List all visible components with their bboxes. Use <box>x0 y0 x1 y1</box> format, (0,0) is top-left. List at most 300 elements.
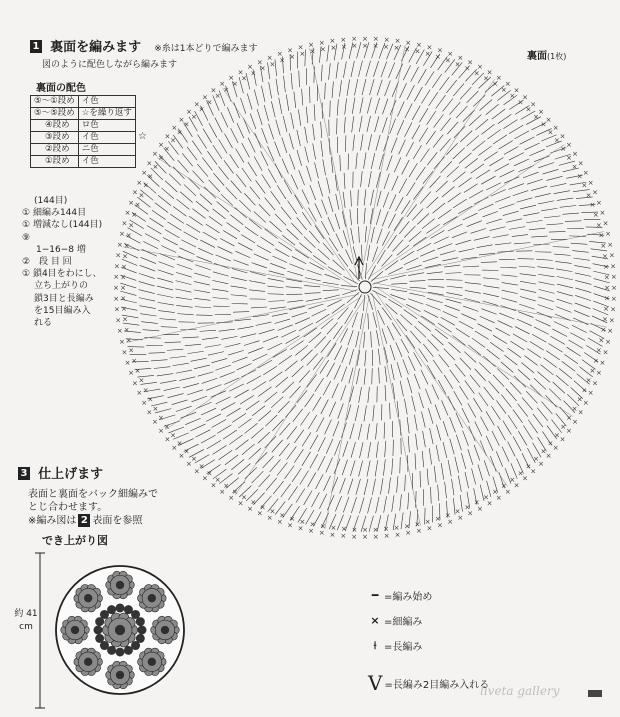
round-note-line: ① 増減なし(144目) <box>22 220 103 231</box>
svg-text:×: × <box>308 40 315 49</box>
svg-text:×: × <box>276 517 283 526</box>
svg-text:×: × <box>193 467 200 476</box>
svg-text:×: × <box>547 439 554 448</box>
svg-text:×: × <box>141 398 148 407</box>
svg-text:×: × <box>393 523 400 532</box>
svg-text:×: × <box>581 386 588 395</box>
svg-text:×: × <box>206 98 213 107</box>
svg-text:×: × <box>228 494 235 503</box>
round-note-line: 立ち上がりの <box>34 281 89 292</box>
legend-item <box>368 638 489 653</box>
svg-text:×: × <box>320 45 326 54</box>
svg-text:×: × <box>158 426 164 435</box>
svg-text:×: × <box>533 455 540 464</box>
svg-text:×: × <box>118 230 125 239</box>
svg-text:×: × <box>607 240 614 249</box>
svg-text:×: × <box>576 172 583 181</box>
svg-text:×: × <box>183 120 190 129</box>
svg-text:×: × <box>170 431 176 440</box>
svg-text:×: × <box>602 219 609 228</box>
svg-text:×: × <box>118 337 125 346</box>
svg-text:×: × <box>533 112 540 121</box>
svg-text:×: × <box>178 452 185 461</box>
svg-text:×: × <box>124 358 131 367</box>
svg-text:×: × <box>600 326 607 335</box>
svg-text:×: × <box>340 35 347 44</box>
svg-text:×: × <box>214 475 221 484</box>
svg-text:×: × <box>577 408 584 417</box>
svg-text:×: × <box>214 92 221 101</box>
svg-text:×: × <box>202 93 208 102</box>
svg-text:×: × <box>603 294 610 303</box>
svg-text:×: × <box>547 128 554 137</box>
svg-text:×: × <box>610 305 616 314</box>
svg-text:×: × <box>383 42 390 51</box>
svg-text:×: × <box>287 46 294 55</box>
svg-text:×: × <box>473 498 480 507</box>
svg-text:×: × <box>372 42 379 51</box>
svg-text:×: × <box>372 532 379 541</box>
svg-text:×: × <box>256 509 263 518</box>
svg-text:×: × <box>152 417 158 426</box>
svg-text:×: × <box>287 521 294 530</box>
svg-text:×: × <box>383 525 390 534</box>
svg-text:×: × <box>362 526 368 534</box>
legend-label: =編み始め <box>384 592 433 603</box>
svg-text:×: × <box>340 532 347 541</box>
svg-text:×: × <box>193 100 200 109</box>
section3-header <box>18 463 103 482</box>
svg-text:×: × <box>219 80 226 89</box>
svg-text:×: × <box>571 163 578 171</box>
svg-text:×: × <box>351 532 358 541</box>
table-cell: ⑤〜⑤段め <box>31 108 79 120</box>
svg-text:×: × <box>113 273 120 282</box>
svg-text:×: × <box>598 231 605 240</box>
svg-text:×: × <box>247 63 253 72</box>
svg-text:×: × <box>517 469 524 478</box>
svg-text:×: × <box>171 444 178 453</box>
svg-text:×: × <box>289 514 296 523</box>
round-note-line: 1−16−8 増 <box>36 244 86 255</box>
chart-stitches <box>113 35 617 541</box>
svg-text:×: × <box>308 527 315 536</box>
svg-text:×: × <box>124 209 131 218</box>
svg-text:×: × <box>504 487 511 496</box>
svg-text:×: × <box>146 159 153 168</box>
svg-text:×: × <box>383 532 390 541</box>
svg-text:×: × <box>198 105 205 114</box>
svg-text:×: × <box>560 422 567 431</box>
svg-text:×: × <box>603 273 610 282</box>
svg-text:×: × <box>152 405 159 413</box>
svg-text:×: × <box>566 153 573 162</box>
svg-text:×: × <box>132 188 138 197</box>
svg-text:×: × <box>587 389 594 398</box>
svg-text:×: × <box>592 211 599 220</box>
svg-text:×: × <box>131 356 138 365</box>
section3-line: とじ合わせます。 <box>28 502 108 513</box>
svg-text:×: × <box>405 529 412 538</box>
svg-text:×: × <box>560 145 567 154</box>
svg-text:×: × <box>592 356 599 365</box>
cross-stitch-icon: × <box>370 614 380 627</box>
color-table-title: 裏面の配色 <box>36 83 86 94</box>
svg-text:×: × <box>436 521 443 530</box>
round-note-line: ① 細編み144目 <box>22 208 87 219</box>
svg-text:×: × <box>299 50 306 59</box>
round-note-line: れる <box>34 318 53 329</box>
svg-text:×: × <box>329 37 336 46</box>
svg-text:×: × <box>362 35 368 43</box>
svg-text:×: × <box>202 474 208 483</box>
svg-text:×: × <box>289 53 296 62</box>
svg-text:×: × <box>585 191 592 200</box>
svg-text:×: × <box>495 494 502 503</box>
svg-text:×: × <box>122 252 129 261</box>
svg-text:×: × <box>486 499 493 508</box>
svg-text:×: × <box>250 498 257 507</box>
svg-text:×: × <box>309 47 316 56</box>
svg-text:×: × <box>454 507 461 516</box>
svg-text:×: × <box>164 435 171 444</box>
section1-number: 1 <box>30 40 42 53</box>
svg-text:×: × <box>592 188 598 197</box>
svg-text:×: × <box>436 46 443 55</box>
svg-text:×: × <box>500 85 507 94</box>
svg-text:×: × <box>599 358 606 367</box>
size-label: 約 41 cm <box>14 609 38 632</box>
legend-label: =長編み <box>384 642 423 653</box>
svg-text:×: × <box>404 45 410 54</box>
svg-text:×: × <box>424 517 431 526</box>
svg-text:×: × <box>525 105 532 114</box>
section1-instruction: 図のように配色しながら編みます <box>42 60 178 70</box>
svg-text:×: × <box>611 284 617 292</box>
svg-text:×: × <box>601 315 608 324</box>
svg-text:×: × <box>232 79 238 88</box>
svg-text:×: × <box>269 60 276 69</box>
svg-text:×: × <box>134 366 141 375</box>
svg-text:×: × <box>383 35 390 44</box>
section1-title: 裏面を編みます <box>50 40 142 55</box>
svg-text:×: × <box>447 517 454 526</box>
svg-text:×: × <box>136 389 143 398</box>
svg-text:×: × <box>572 417 578 426</box>
table-cell: ①段め <box>31 156 79 168</box>
svg-text:×: × <box>250 69 257 78</box>
svg-text:×: × <box>538 107 545 116</box>
svg-text:×: × <box>115 316 122 325</box>
svg-text:×: × <box>330 523 337 532</box>
svg-text:×: × <box>559 132 566 141</box>
svg-text:×: × <box>276 50 283 59</box>
svg-text:×: × <box>599 209 606 218</box>
svg-text:×: × <box>464 64 471 73</box>
svg-text:×: × <box>426 524 433 533</box>
svg-text:×: × <box>525 462 532 471</box>
svg-text:×: × <box>605 230 612 239</box>
svg-text:×: × <box>447 50 454 59</box>
svg-text:×: × <box>477 504 483 513</box>
svg-text:×: × <box>457 514 464 523</box>
svg-text:×: × <box>473 69 480 78</box>
svg-text:×: × <box>228 73 235 82</box>
svg-text:×: × <box>132 379 138 388</box>
legend <box>368 588 489 695</box>
svg-text:×: × <box>152 150 158 159</box>
svg-text:×: × <box>158 141 164 150</box>
svg-text:×: × <box>164 132 171 141</box>
svg-text:×: × <box>589 366 596 375</box>
svg-text:×: × <box>596 369 602 378</box>
svg-text:×: × <box>608 316 615 325</box>
svg-text:×: × <box>589 201 596 210</box>
table-cell: ニ色 <box>78 144 135 156</box>
svg-text:×: × <box>297 524 304 533</box>
section3-line: 表面と裏面をバック細編みで <box>28 489 158 500</box>
svg-text:×: × <box>538 460 545 469</box>
round-note-line: ⑨ <box>22 232 31 243</box>
table-cell: イ色 <box>78 96 135 108</box>
svg-text:×: × <box>522 93 528 102</box>
svg-text:×: × <box>141 169 148 178</box>
svg-text:×: × <box>237 68 244 77</box>
svg-text:×: × <box>114 305 120 314</box>
svg-text:×: × <box>329 530 336 539</box>
svg-text:×: × <box>572 150 578 159</box>
svg-text:×: × <box>595 221 602 230</box>
svg-text:×: × <box>582 169 589 178</box>
svg-text:×: × <box>256 58 263 67</box>
svg-text:×: × <box>467 58 474 67</box>
svg-text:×: × <box>190 455 197 464</box>
svg-text:×: × <box>554 431 560 440</box>
svg-text:×: × <box>241 493 247 502</box>
svg-text:×: × <box>183 447 190 456</box>
table-cell: ④段め <box>31 120 79 132</box>
svg-text:×: × <box>206 469 213 478</box>
diagram-label: 裏面(1枚) <box>527 51 567 62</box>
round-note-line: ① 鎖4目をわにし、 <box>22 269 102 280</box>
svg-text:×: × <box>495 73 502 82</box>
svg-text:×: × <box>210 86 217 95</box>
svg-text:×: × <box>540 120 547 129</box>
svg-text:×: × <box>545 115 552 124</box>
svg-text:×: × <box>362 533 368 541</box>
svg-text:×: × <box>123 241 130 250</box>
svg-text:×: × <box>351 42 358 51</box>
svg-text:×: × <box>434 53 441 62</box>
svg-text:×: × <box>504 80 511 89</box>
svg-text:×: × <box>610 262 616 271</box>
legend-item <box>368 671 489 695</box>
svg-text:×: × <box>404 522 410 531</box>
svg-text:×: × <box>198 462 205 471</box>
svg-text:×: × <box>405 38 412 47</box>
svg-text:×: × <box>318 529 325 538</box>
svg-text:×: × <box>492 488 498 497</box>
svg-text:×: × <box>125 231 132 240</box>
section1-note: ※糸は1本どりで編みます <box>154 44 258 54</box>
table-cell: ②段め <box>31 144 79 156</box>
svg-text:×: × <box>603 262 610 271</box>
svg-text:×: × <box>492 79 498 88</box>
svg-text:×: × <box>596 198 602 207</box>
svg-text:×: × <box>210 481 217 490</box>
svg-text:×: × <box>483 74 489 83</box>
svg-text:×: × <box>604 284 610 292</box>
svg-text:×: × <box>372 35 379 44</box>
svg-text:×: × <box>483 493 489 502</box>
legend-item <box>368 588 489 603</box>
svg-text:×: × <box>394 530 401 539</box>
round-notes <box>22 195 102 329</box>
crochet-diagram <box>100 30 620 570</box>
svg-text:×: × <box>120 294 127 303</box>
svg-text:×: × <box>115 251 122 260</box>
svg-text:×: × <box>128 221 135 230</box>
svg-text:×: × <box>128 369 134 378</box>
svg-text:×: × <box>178 115 185 124</box>
svg-text:×: × <box>552 123 559 132</box>
svg-text:×: × <box>121 219 128 228</box>
svg-text:×: × <box>232 488 238 497</box>
svg-text:×: × <box>299 517 306 526</box>
table-cell: ☆を繰り返す <box>78 108 135 120</box>
svg-text:×: × <box>163 145 170 154</box>
svg-text:×: × <box>601 252 608 261</box>
svg-text:×: × <box>176 128 183 137</box>
svg-text:×: × <box>269 507 276 516</box>
svg-text:×: × <box>598 336 605 345</box>
svg-text:×: × <box>120 305 127 314</box>
svg-text:×: × <box>136 178 143 187</box>
svg-text:×: × <box>146 408 153 417</box>
svg-text:×: × <box>320 522 326 531</box>
svg-text:×: × <box>122 315 129 324</box>
svg-text:×: × <box>176 439 183 448</box>
svg-text:×: × <box>279 56 286 65</box>
legend-label: =長編み2目編み入れる <box>384 679 490 691</box>
svg-text:×: × <box>125 336 132 345</box>
svg-text:×: × <box>362 42 368 50</box>
svg-text:×: × <box>566 141 572 150</box>
svg-text:×: × <box>185 460 192 469</box>
legend-label: =細編み <box>384 617 423 628</box>
svg-text:×: × <box>457 53 464 62</box>
table-cell: ⑤〜①段め <box>31 96 79 108</box>
section3-title: 仕上げます <box>38 467 104 482</box>
svg-text:×: × <box>415 40 422 49</box>
svg-text:×: × <box>610 273 617 282</box>
svg-text:×: × <box>142 386 149 395</box>
finished-title: でき上がり図 <box>42 534 108 547</box>
svg-text:×: × <box>467 509 474 518</box>
svg-text:×: × <box>552 444 559 453</box>
svg-text:×: × <box>279 511 286 520</box>
svg-text:×: × <box>237 499 244 508</box>
svg-text:×: × <box>600 241 607 250</box>
svg-text:×: × <box>128 346 135 355</box>
svg-text:×: × <box>372 525 379 534</box>
svg-text:×: × <box>241 74 247 83</box>
section3-note: ※編み図は 2 表面を参照 <box>28 515 143 527</box>
svg-text:×: × <box>603 305 610 314</box>
svg-text:×: × <box>147 172 154 181</box>
svg-text:×: × <box>394 37 401 46</box>
svg-text:×: × <box>116 240 123 249</box>
svg-text:×: × <box>486 68 493 77</box>
svg-text:×: × <box>393 44 400 53</box>
round-note-line: ② 段 目 回 <box>22 257 72 268</box>
legend-item <box>368 613 489 628</box>
svg-text:×: × <box>545 452 552 461</box>
svg-text:×: × <box>426 43 433 52</box>
svg-text:×: × <box>566 426 572 435</box>
svg-text:×: × <box>116 327 123 336</box>
double-crochet-icon: ⟊ <box>373 638 377 652</box>
svg-text:×: × <box>577 159 584 168</box>
svg-text:×: × <box>559 435 566 444</box>
svg-text:×: × <box>595 346 602 355</box>
svg-text:×: × <box>415 527 422 536</box>
svg-text:×: × <box>605 337 612 346</box>
round-note-line: 鎖3目と長編み <box>34 293 94 304</box>
svg-text:×: × <box>138 376 145 385</box>
start-mark-icon: ━ <box>371 589 379 602</box>
svg-text:×: × <box>163 422 170 431</box>
svg-text:×: × <box>138 191 145 200</box>
flower-motifs <box>61 571 180 689</box>
svg-text:×: × <box>171 123 178 132</box>
svg-text:×: × <box>259 503 266 512</box>
svg-text:×: × <box>157 153 164 162</box>
svg-text:×: × <box>444 511 451 520</box>
svg-text:×: × <box>223 482 230 491</box>
svg-text:×: × <box>114 262 120 271</box>
svg-text:×: × <box>582 398 589 407</box>
svg-text:×: × <box>247 504 253 513</box>
svg-text:×: × <box>607 327 614 336</box>
table-cell: ロ色 <box>78 120 135 132</box>
table-cell: ③段め <box>31 132 79 144</box>
round-notes-total: (144目) <box>34 196 68 206</box>
svg-text:×: × <box>530 467 537 476</box>
page-number-badge <box>588 690 602 697</box>
svg-text:×: × <box>566 414 573 423</box>
svg-text:×: × <box>259 64 266 73</box>
svg-text:×: × <box>318 38 325 47</box>
svg-text:×: × <box>454 60 461 69</box>
svg-text:×: × <box>340 525 347 534</box>
svg-text:×: × <box>500 482 507 491</box>
section3-number: 3 <box>18 467 30 480</box>
svg-text:×: × <box>602 348 609 357</box>
svg-text:×: × <box>608 251 615 260</box>
svg-text:×: × <box>554 136 560 145</box>
svg-text:×: × <box>585 376 592 385</box>
svg-text:×: × <box>592 379 598 388</box>
svg-text:×: × <box>297 43 304 52</box>
svg-text:×: × <box>223 85 230 94</box>
svg-text:×: × <box>142 181 149 190</box>
svg-text:×: × <box>424 50 431 59</box>
svg-text:×: × <box>522 474 528 483</box>
section3-body <box>28 488 158 528</box>
svg-text:×: × <box>464 503 471 512</box>
svg-text:×: × <box>509 92 516 101</box>
